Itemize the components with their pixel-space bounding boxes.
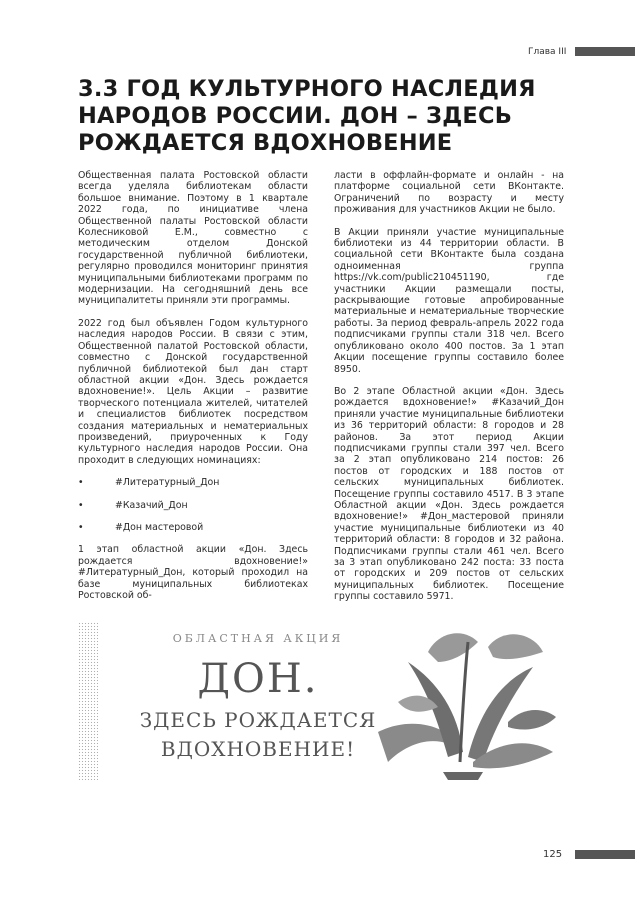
paragraph: Общественная палата Ростовской области всегда уделяла библиотекам области большое внимание. Поэтому в 1 квартале 2022 года, по инициативе члена Общественной палаты Ростовской области Колесниковой Е.М., совместно с методическим отделом Донской государственной публичной библиотеки, регулярно проводился мониторинг принятия муниципальными библиотеками программ по модернизации. На сегодняшний день все муниципалитеты приняли эти программы.: [78, 170, 308, 307]
paragraph: 2022 год был объявлен Годом культурного наследия народов России. В связи с этим, Общественной палатой Ростовской области, совместно с Донской государственной публичной библиотекой был дан старт областной акции «Дон. Здесь рождается вдохновение!». Цель Акции – развитие творческого потенциала жителей, читателей и специалистов библиотек посредством создания материальных и нематериальных произведений, приуроченных к Году культурного наследия народов России. Она проходит в следующих номинациях:: [78, 317, 308, 466]
nomination-label: #Дон мастеровой: [115, 521, 204, 533]
paragraph: 1 этап областной акции «Дон. Здесь рождается вдохновение!» #Литературный_Дон, который проходил на базе муниципальных библиотеках Ростовской об-: [78, 544, 308, 601]
banner-title: ДОН.: [197, 656, 319, 702]
chapter-label: Глава III: [528, 47, 567, 57]
chapter-bar: [575, 47, 635, 56]
nomination-label: #Казачий_Дон: [115, 499, 188, 511]
nomination-label: #Литературный_Дон: [115, 477, 220, 489]
page-bar: [575, 850, 635, 859]
list-item: [78, 500, 308, 511]
nomination-list: [78, 477, 308, 533]
banner-subtitle: ОБЛАСТНАЯ АКЦИЯ: [172, 632, 344, 645]
paragraph: В Акции приняли участие муниципальные библиотеки из 44 территории области. В социальной сети ВКонтакте была создана одноименная группа https://vk.com/public210451190, где участники Акции размещали посты, раскрывающие готовые апробированные материальные и нематериальные творческие работы. За период февраль-апрель 2022 года подписчиками группы стали 318 чел. Всего опубликовано около 400 постов. За 1 этап Акции посещение группы составило более 8950.: [334, 226, 564, 375]
banner-line-2: ВДОХНОВЕНИЕ!: [160, 737, 356, 761]
flower-ornament-icon: [368, 622, 558, 780]
page-title: 3.3 ГОД КУЛЬТУРНОГО НАСЛЕДИЯ НАРОДОВ РОССИИ. ДОН – ЗДЕСЬ РОЖДАЕТСЯ ВДОХНОВЕНИЕ: [78, 76, 536, 156]
bullet-icon: •: [78, 521, 84, 533]
campaign-banner: [78, 622, 558, 780]
left-column: [78, 170, 308, 612]
dot-pattern: [78, 622, 98, 780]
paragraph: ласти в оффлайн-формате и онлайн - на платформе социальной сети ВКонтакте. Ограничений по возрасту и месту проживания для участников Акции не было.: [334, 170, 564, 216]
bullet-icon: •: [78, 499, 84, 511]
banner-line-1: ЗДЕСЬ РОЖДАЕТСЯ: [139, 708, 377, 732]
page-number: 125: [543, 849, 563, 860]
list-item: [78, 522, 308, 533]
list-item: [78, 477, 308, 488]
right-column: [334, 170, 564, 614]
bullet-icon: •: [78, 477, 84, 489]
paragraph: Во 2 этапе Областной акции «Дон. Здесь рождается вдохновение!» #Казачий_Дон приняли участие муниципальные библиотеки из 36 территорий области: 8 городов и 28 районов. За этот период Акции подписчиками группы стали 397 чел. Всего за 2 этап опубликовано 214 постов: 26 постов от городских и 188 постов от сельских муниципальных библиотек. Посещение группы составило 4517. В 3 этапе Областной акции «Дон. Здесь рождается вдохновение!» #Дон_мастеровой приняли участие муниципальные библиотеки из 40 территорий области: 8 городов и 32 района. Подписчиками группы стали 461 чел. Всего за 3 этап опубликовано 242 поста: 33 поста от городских и 209 постов от сельских муниципальных библиотек. Посещение группы составило 5971.: [334, 385, 564, 603]
